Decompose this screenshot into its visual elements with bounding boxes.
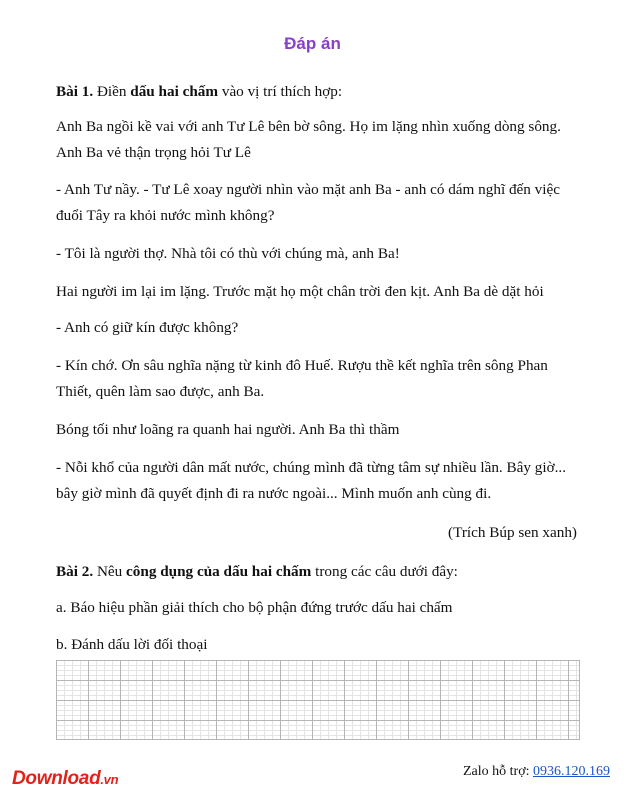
passage-paragraph bbox=[56, 177, 581, 229]
exercise-1-label: Bài 1. bbox=[56, 83, 94, 100]
passage-line: Anh Ba ngồi kề vai với anh Tư Lê bên bờ sông. Họ im lặng nhìn xuống dòng sông. bbox=[56, 118, 561, 135]
passage-line: Anh Ba vẻ thận trọng hỏi Tư Lê bbox=[56, 144, 251, 161]
passage-line: - Anh có giữ kín được không? bbox=[56, 319, 239, 336]
exercise-2-heading bbox=[56, 559, 581, 585]
passage-paragraph bbox=[56, 455, 581, 507]
passage-paragraph bbox=[56, 315, 581, 341]
passage-paragraph bbox=[56, 417, 581, 443]
logo-suffix-text: .vn bbox=[100, 772, 119, 787]
support-label: Zalo hỗ trợ: bbox=[463, 764, 533, 779]
passage-paragraph bbox=[56, 241, 581, 267]
exercise-2-pre: Nêu bbox=[93, 563, 127, 580]
writing-grid bbox=[56, 660, 580, 740]
exercise-1-emphasis: dấu hai chấm bbox=[130, 83, 219, 100]
passage-paragraph bbox=[56, 114, 581, 166]
download-vn-logo[interactable] bbox=[12, 768, 118, 790]
exercise-1-pre: Điền bbox=[93, 83, 131, 100]
exercise-1-post: vào vị trí thích hợp: bbox=[218, 83, 343, 100]
passage-line: Bóng tối như loãng ra quanh hai người. Anh Ba thì thầm bbox=[56, 421, 400, 438]
passage-line: Hai người im lại im lặng. Trước mặt họ một chân trời đen kịt. Anh Ba dè dặt hỏi bbox=[56, 283, 544, 300]
page-title: Đáp án bbox=[284, 34, 341, 53]
support-phone-link[interactable]: 0936.120.169 bbox=[533, 764, 610, 779]
answer-a: a. Báo hiệu phần giải thích cho bộ phận đứng trước dấu hai chấm bbox=[56, 599, 453, 616]
passage-line: bây giờ mình đã quyết định đi ra nước ngoài... Mình muốn anh cùng đi. bbox=[56, 485, 492, 502]
passage-paragraph bbox=[56, 279, 581, 305]
passage-line: - Anh Tư nầy. - Tư Lê xoay người nhìn vào mặt anh Ba - anh có dám nghĩ đến việc bbox=[56, 181, 560, 198]
passage-line: - Kín chớ. Ơn sâu nghĩa nặng từ kinh đô Huế. Rượu thề kết nghĩa trên sông Phan bbox=[56, 357, 548, 374]
exercise-2-emphasis: công dụng của dấu hai chấm bbox=[126, 563, 312, 580]
passage-line: Thiết, quên làm sao được, anh Ba. bbox=[56, 383, 265, 400]
passage-line: - Tôi là người thợ. Nhà tôi có thù với chúng mà, anh Ba! bbox=[56, 245, 400, 262]
logo-main-text: Download bbox=[12, 768, 101, 789]
exercise-2-label: Bài 2. bbox=[56, 563, 94, 580]
answer-b: b. Đánh dấu lời đối thoại bbox=[56, 636, 208, 653]
exercise-2-post: trong các câu dưới đây: bbox=[311, 563, 458, 580]
passage-paragraph bbox=[56, 353, 581, 405]
source-citation: (Trích Búp sen xanh) bbox=[448, 524, 577, 541]
passage-line: - Nỗi khổ của người dân mất nước, chúng mình đã từng tâm sự nhiều lần. Bây giờ... bbox=[56, 459, 567, 476]
support-contact bbox=[463, 764, 610, 780]
exercise-1-heading bbox=[56, 79, 581, 105]
passage-line: đuổi Tây ra khỏi nước mình không? bbox=[56, 207, 275, 224]
